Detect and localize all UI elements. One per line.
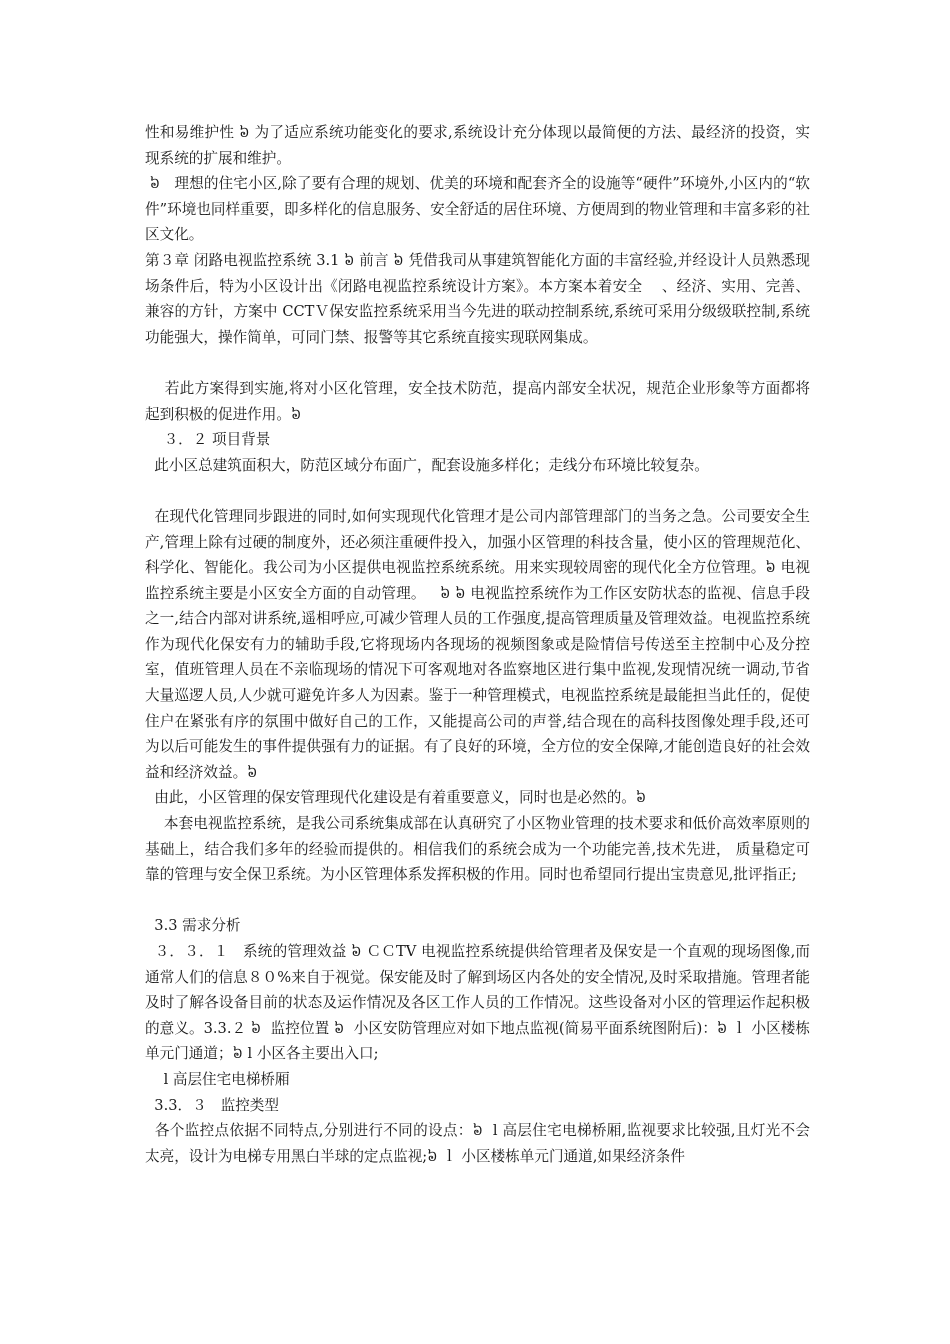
section-heading-3-3-3: 3.3．３ 监控类型 [145, 1096, 279, 1114]
paragraph-monitoring-types: 各个监控点依据不同特点,分别进行不同的设点：៦ l 高层住宅电梯桥厢,监视要求比较强,且灯光不会太亮，设计为电梯专用黑白半球的定点监视;៦ ｌ 小区楼栋单元门通道,如果经济条件 [145, 1122, 810, 1165]
paragraph-maintainability: 性和易维护性 ៦ 为了适应系统功能变化的要求,系统设计充分体现以最简便的方法、最经济的投资，实现系统的扩展和维护。 [145, 124, 810, 167]
blank-line [145, 888, 810, 914]
paragraph-system-summary: 本套电视监控系统，是我公司系统集成部在认真研究了小区物业管理的技术要求和低价高效率原则的基础上，结合我们多年的经验而提供的。相信我们的系统会成为一个功能完善,技术先进， 质量稳定可靠的管理与安全保卫系统。为小区管理体系发挥积极的作用。同时也希望同行提出宝贵意见,批评指正; [145, 815, 810, 884]
paragraph-requirements-analysis: ３．３．１ 系统的管理效益 ៦ ＣＣTV 电视监控系统提供给管理者及保安是一个直观的现场图像,而通常人们的信息８０%来自于视觉。保安能及时了解到场区内各处的安全情况,及时采取措施。管理者能及时了解各设备目前的状态及运作情况及各区工作人员的工作情况。这些设备对小区的管理运作起积极的意义。3.3.２ ៦ 监控位置 ៦ 小区安防管理应对如下地点监视(简易平面系统图附后)：៦ ｌ 小区楼栋单元门通道；៦ l 小区各主要出入口; [145, 943, 810, 1063]
document-page [145, 120, 810, 1169]
paragraph-significance: 由此，小区管理的保安管理现代化建设是有着重要意义，同时也是必然的。៦ [145, 789, 647, 807]
paragraph-ideal-community: ៦ 理想的住宅小区,除了要有合理的规划、优美的环境和配套齐全的设施等“硬件”环境外,小区内的“软件”环境也同样重要，即多样化的信息服务、安全舒适的居住环境、方便周到的物业管理和丰富多彩的社区文化。 [145, 175, 810, 244]
paragraph-chapter-3-preface: 第３章 闭路电视监控系统 3.1 ៦ 前言 ៦ 凭借我司从事建筑智能化方面的丰富经验,并经设计人员熟悉现场条件后，特为小区设计出《闭路电视监控系统设计方案》。本方案本着安全 、经济、实用、完善、兼容的方针，方案中 CCTＶ保安监控系统采用当今先进的联动控制系统,系统可采用分级级联控制,系统功能强大，操作简单，可同门禁、报警等其它系统直接实现联网集成。 [145, 251, 810, 346]
section-heading-3-3: 3.3 需求分析 [145, 917, 241, 935]
blank-line [145, 350, 810, 376]
paragraph-project-background: 此小区总建筑面积大，防范区域分布面广，配套设施多样化；走线分布环境比较复杂。 [145, 456, 709, 474]
paragraph-elevator-cars: l 高层住宅电梯桥厢 [145, 1070, 290, 1088]
paragraph-modern-management: 在现代化管理同步跟进的同时,如何实现现代化管理才是公司内部管理部门的当务之急。公司要安全生产,管理上除有过硬的制度外，还必须注重硬件投入，加强小区管理的科技含量，使小区的管理规范化、科学化、智能化。我公司为小区提供电视监控系统系统。用来实现较周密的现代化全方位管理。៦ 电视监控系统主要是小区安全方面的自动管理。 ៦ ៦ 电视监控系统作为工作区安防状态的监视、信息手段之一,结合内部对讲系统,遥相呼应,可减少管理人员的工作强度,提高管理质量及管理效益。电视监控系统作为现代化保安有力的辅助手段,它将现场内各现场的视频图象或是险情信号传送至主控制中心及分控室，值班管理人员在不亲临现场的情况下可客观地对各监察地区进行集中监视,发现情况统一调动,节省大量巡逻人员,人少就可避免许多人为因素。鉴于一种管理模式，电视监控系统是最能担当此任的，促使住户在紧张有序的氛围中做好自己的工作，又能提高公司的声誉,结合现在的高科技图像处理手段,还可为以后可能发生的事件提供强有力的证据。有了良好的环境，全方位的安全保障,才能创造良好的社会效益和经济效益。៦ [145, 507, 810, 781]
blank-line [145, 478, 810, 504]
paragraph-implementation-benefit: 若此方案得到实施,将对小区化管理，安全技术防范，提高内部安全状况，规范企业形象等方面都将起到积极的促进作用。៦ [145, 379, 810, 423]
section-heading-3-2: ３．２ 项目背景 [145, 431, 271, 449]
